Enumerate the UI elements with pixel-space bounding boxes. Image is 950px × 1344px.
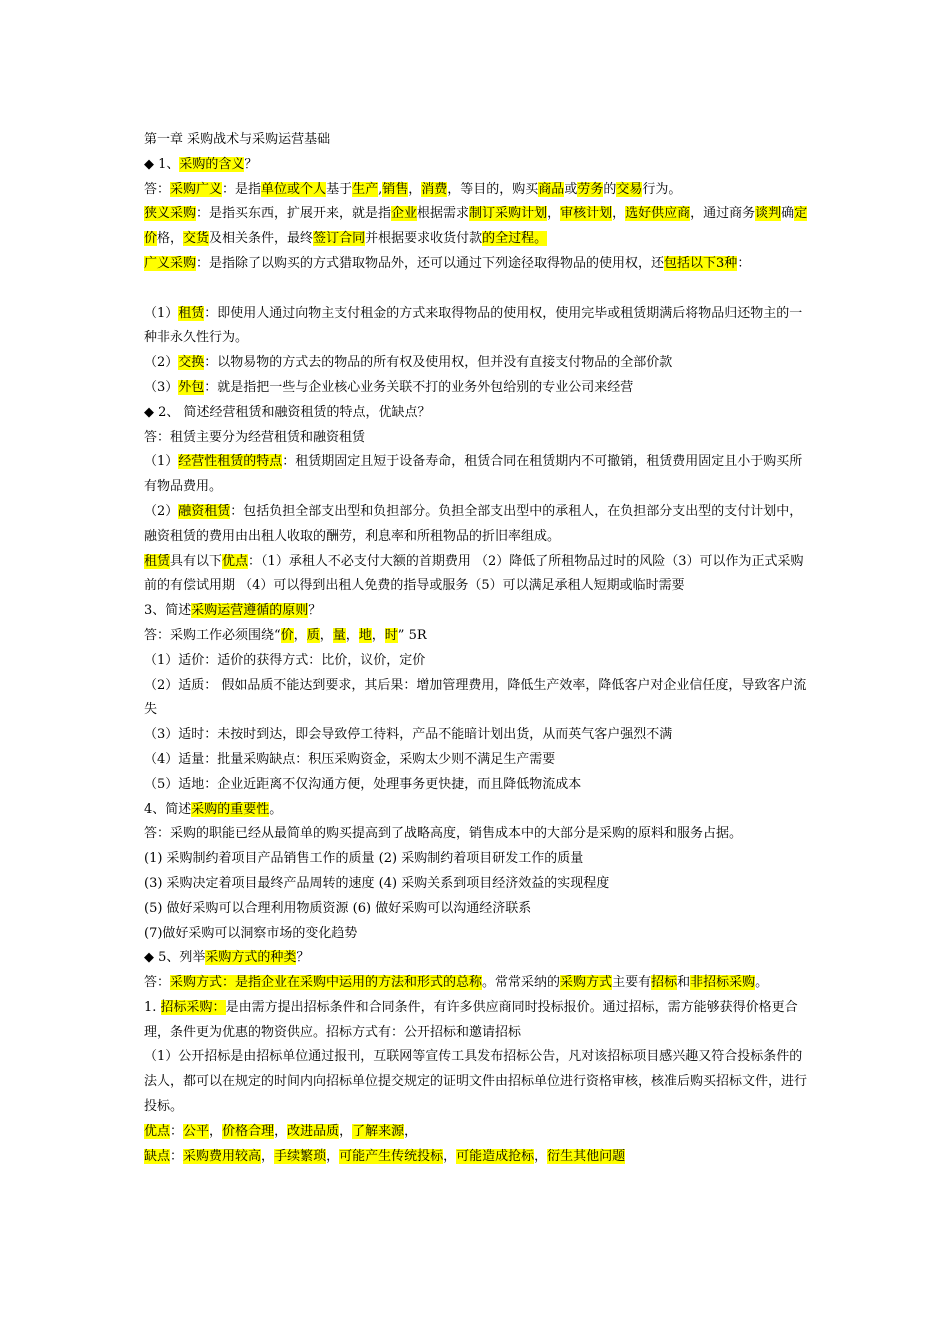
text-run: 第一章 采购战术与采购运营基础 — [144, 132, 331, 147]
paragraph — [144, 674, 812, 724]
highlighted-text: 采购的重要性 — [191, 801, 270, 817]
text-run: ： — [737, 255, 751, 271]
text-run: ：就是指把一些与企业核心业务关联不打的业务外包给别的专业公司来经营 — [204, 379, 634, 395]
paragraph — [144, 178, 812, 203]
text-run: (3) 采购决定着项目最终产品周转的速度 (4) 采购关系到项目经济效益的实现程度 — [144, 875, 610, 891]
highlighted-text: 采购运营遵循的原则 — [191, 603, 309, 619]
text-run: （1）公开招标是由招标单位通过报刊，互联网等宣传工具发布招标公告，凡对该招标项目感兴趣又符合投标条件的法人，都可以在规定的时间内向招标单位提交规定的证明文件由招标单位进行资格审核，核准后购买招标文件，进行投标。 — [144, 1049, 808, 1115]
text-run: ， — [443, 1148, 457, 1164]
paragraph — [144, 649, 812, 674]
document-body — [144, 128, 812, 1169]
paragraph — [144, 450, 812, 500]
paragraph — [144, 748, 812, 773]
highlighted-text: 企业 — [391, 206, 418, 222]
text-run: ◆ 5、列举 — [144, 950, 206, 966]
highlighted-text: 地 — [358, 627, 372, 643]
text-run: ： — [170, 1123, 184, 1139]
paragraph — [144, 773, 812, 798]
paragraph — [144, 202, 812, 252]
text-run: ：是指除了以购买的方式猎取物品外，还可以通过下列途径取得物品的使用权，还 — [196, 255, 665, 271]
highlighted-text: 价格合理 — [222, 1123, 275, 1139]
highlighted-text: 租赁 — [144, 553, 171, 569]
text-run: 答： — [144, 975, 171, 991]
text-run: （1） — [144, 454, 179, 470]
paragraph — [144, 872, 812, 897]
text-run: ，等目的，购买 — [447, 181, 539, 197]
paragraph — [144, 376, 812, 401]
text-run: ， — [326, 1148, 340, 1164]
text-run: ， — [209, 1123, 223, 1139]
text-run: ， — [345, 627, 359, 643]
text-run: 确 — [781, 206, 795, 222]
text-run: 。常常采纳的 — [482, 975, 561, 991]
text-run: ， — [261, 1148, 275, 1164]
paragraph — [144, 798, 812, 823]
text-run: 。 — [269, 801, 283, 817]
highlighted-text: 改进品质 — [287, 1123, 340, 1139]
highlighted-text: 手续繁琐 — [274, 1148, 327, 1164]
text-run: （1）适价：适价的获得方式：比价，议价，定价 — [144, 652, 426, 668]
text-run: ？ — [308, 603, 322, 619]
highlighted-text: 生产 — [352, 181, 379, 197]
paragraph — [144, 723, 812, 748]
text-run: 。 — [755, 975, 769, 991]
paragraph — [144, 822, 812, 847]
text-run: , — [378, 181, 383, 197]
text-run: ， — [612, 206, 626, 222]
highlighted-text: 包括以下3种 — [664, 255, 738, 271]
highlighted-text: 经营性租赁的特点 — [178, 454, 283, 470]
highlighted-text: 商品 — [538, 181, 565, 197]
paragraph — [144, 351, 812, 376]
text-run: ， — [339, 1123, 353, 1139]
highlighted-text: 可能产生传统投标 — [339, 1148, 444, 1164]
text-run: ， — [547, 206, 561, 222]
text-run: (7)做好采购可以洞察市场的变化趋势 — [144, 925, 358, 941]
paragraph — [144, 128, 812, 153]
text-run: 基于 — [326, 181, 353, 197]
text-run: 3、简述 — [144, 603, 192, 619]
text-run: 答：采购工作必须围绕“ — [144, 627, 281, 643]
text-run: ：是指买东西，扩展开来，就是指 — [196, 206, 392, 222]
highlighted-text: 交货 — [183, 231, 210, 247]
highlighted-text: 价 — [280, 627, 294, 643]
text-run: 根据需求 — [417, 206, 470, 222]
paragraph — [144, 302, 812, 352]
text-run: （2） — [144, 503, 179, 519]
paragraph — [144, 897, 812, 922]
text-run: 是由需方提出招标条件和合同条件，有许多供应商同时投标报价。通过招标，需方能够获得价格更合理，条件更为优惠的物资供应。招标方式有：公开招标和邀请招标 — [144, 999, 798, 1040]
text-run: 答：采购的职能已经从最简单的购买提高到了战略高度，销售成本中的大部分是采购的原料和服务占据。 — [144, 826, 743, 842]
text-run: ：租赁期固定且短于设备寿命，租赁合同在租赁期内不可撤销，租赁费用固定且小于购买所有物品费用。 — [144, 454, 803, 495]
paragraph — [144, 500, 812, 550]
paragraph — [144, 153, 812, 178]
text-run: 和 — [677, 975, 691, 991]
highlighted-text: 外包 — [178, 379, 205, 395]
text-run: ：即使用人通过向物主支付租金的方式来取得物品的使用权，使用完毕或租赁期满后将物品归还物主的一种非永久性行为。 — [144, 305, 803, 346]
text-run: 行为。 — [642, 181, 682, 197]
highlighted-text: 采购的含义 — [179, 156, 245, 172]
text-run: （2）适质： 假如品质不能达到要求，其后果：增加管理费用，降低生产效率，降低客户对企业信任度，导致客户流失 — [144, 677, 807, 718]
text-run: ◆ 2、 简述经营租赁和融资租赁的特点，优缺点？ — [144, 404, 431, 420]
highlighted-text: 招标采购： — [160, 999, 226, 1015]
text-run: ” 5R — [397, 627, 427, 643]
text-run: （3）适时：未按时到达，即会导致停工待料，产品不能暗计划出货，从而英气客户强烈不满 — [144, 727, 673, 743]
text-run: （3） — [144, 379, 179, 395]
highlighted-text: 劳务 — [577, 181, 604, 197]
highlighted-text: 采购方式：是指企业在采购中运用的方法和形式的总称 — [170, 975, 483, 991]
text-run: (1) 采购制约着项目产品销售工作的质量 (2) 采购制约着项目研发工作的质量 — [144, 851, 584, 867]
text-run: ？ — [244, 156, 258, 172]
paragraph — [144, 946, 812, 971]
paragraph — [144, 550, 812, 600]
highlighted-text: 制订采购计划 — [469, 206, 548, 222]
text-run: 主要有 — [612, 975, 652, 991]
highlighted-text: 公平 — [183, 1123, 210, 1139]
highlighted-text: 谈判 — [755, 206, 782, 222]
paragraph — [144, 971, 812, 996]
highlighted-text: 优点 — [144, 1123, 171, 1139]
text-run: 及相关条件，最终 — [209, 231, 314, 247]
text-run: （2） — [144, 355, 179, 371]
highlighted-text: 招标 — [651, 975, 678, 991]
highlighted-text: 可能造成抢标 — [456, 1148, 535, 1164]
highlighted-text: 的全过程。 — [482, 231, 548, 247]
highlighted-text: 单位或个人 — [261, 181, 327, 197]
text-run: ：包括负担全部支出型和负担部分。负担全部支出型中的承租人，在负担部分支出型的支付计划中，融资租赁的费用由出租人收取的酬劳，利息率和所租物品的折旧率组成。 — [144, 503, 803, 544]
text-run: 格， — [157, 231, 184, 247]
text-run: 1. — [144, 999, 161, 1015]
highlighted-text: 时 — [384, 627, 398, 643]
paragraph — [144, 847, 812, 872]
text-run: 并根据要求收货付款 — [365, 231, 483, 247]
text-run: 4、简述 — [144, 801, 192, 817]
text-run: ， — [404, 1123, 418, 1139]
highlighted-text: 租赁 — [178, 305, 205, 321]
text-run: ， — [371, 627, 385, 643]
paragraph — [144, 599, 812, 624]
text-run: （4）适量：批量采购缺点：积压采购资金，采购太少则不满足生产需要 — [144, 751, 556, 767]
paragraph — [144, 624, 812, 649]
paragraph — [144, 922, 812, 947]
highlighted-text: 选好供应商 — [625, 206, 691, 222]
text-run: 答：租赁主要分为经营租赁和融资租赁 — [144, 429, 366, 445]
paragraph — [144, 252, 812, 277]
paragraph — [144, 1045, 812, 1119]
text-run: （1） — [144, 305, 179, 321]
text-run: 具有以下 — [170, 553, 223, 569]
highlighted-text: 量 — [332, 627, 346, 643]
highlighted-text: 广义采购 — [144, 255, 197, 271]
text-run: 或 — [564, 181, 578, 197]
text-run: ◆ 1、 — [144, 156, 180, 172]
highlighted-text: 衍生其他问题 — [547, 1148, 626, 1164]
text-run: ， — [293, 627, 307, 643]
paragraph — [144, 996, 812, 1046]
highlighted-text: 审核计划 — [560, 206, 613, 222]
blank-line — [144, 277, 812, 302]
highlighted-text: 消费 — [421, 181, 448, 197]
text-run: ：以物易物的方式去的物品的所有权及使用权，但并没有直接支付物品的全部价款 — [204, 355, 673, 371]
highlighted-text: 销售 — [382, 181, 409, 197]
text-run: ？ — [296, 950, 310, 966]
text-run: (5) 做好采购可以合理利用物质资源 (6) 做好采购可以沟通经济联系 — [144, 900, 532, 916]
paragraph — [144, 1120, 812, 1145]
highlighted-text: 狭义采购 — [144, 206, 197, 222]
text-run: ， — [319, 627, 333, 643]
highlighted-text: 采购费用较高 — [183, 1148, 262, 1164]
text-run: ： — [170, 1148, 184, 1164]
highlighted-text: 了解来源 — [352, 1123, 405, 1139]
highlighted-text: 交易 — [616, 181, 643, 197]
text-run: （5）适地：企业近距离不仅沟通方便，处理事务更快捷，而且降低物流成本 — [144, 776, 582, 792]
highlighted-text: 非招标采购 — [690, 975, 756, 991]
text-run: ， — [408, 181, 422, 197]
highlighted-text: 优点 — [222, 553, 249, 569]
text-run: ， — [274, 1123, 288, 1139]
highlighted-text: 交换 — [178, 355, 205, 371]
text-run: 答： — [144, 181, 171, 197]
paragraph — [144, 1145, 812, 1170]
paragraph — [144, 401, 812, 426]
highlighted-text: 采购方式 — [560, 975, 613, 991]
highlighted-text: 采购方式的种类 — [205, 950, 297, 966]
highlighted-text: 融资租赁 — [178, 503, 231, 519]
text-run: ，通过商务 — [690, 206, 756, 222]
text-run: ：是指 — [222, 181, 262, 197]
paragraph — [144, 426, 812, 451]
highlighted-text: 定价 — [144, 206, 808, 247]
text-run: ， — [534, 1148, 548, 1164]
highlighted-text: 签订合同 — [313, 231, 366, 247]
highlighted-text: 质 — [306, 627, 320, 643]
highlighted-text: 采购广义 — [170, 181, 223, 197]
highlighted-text: 缺点 — [144, 1148, 171, 1164]
text-run: ：（1）承租人不必支付大额的首期费用 （2）降低了所租物品过时的风险（3）可以作为正式采购前的有偿试用期 （4）可以得到出租人免费的指导或服务（5）可以满足承租人短期或临时需要 — [144, 553, 804, 594]
text-run: 的 — [603, 181, 617, 197]
